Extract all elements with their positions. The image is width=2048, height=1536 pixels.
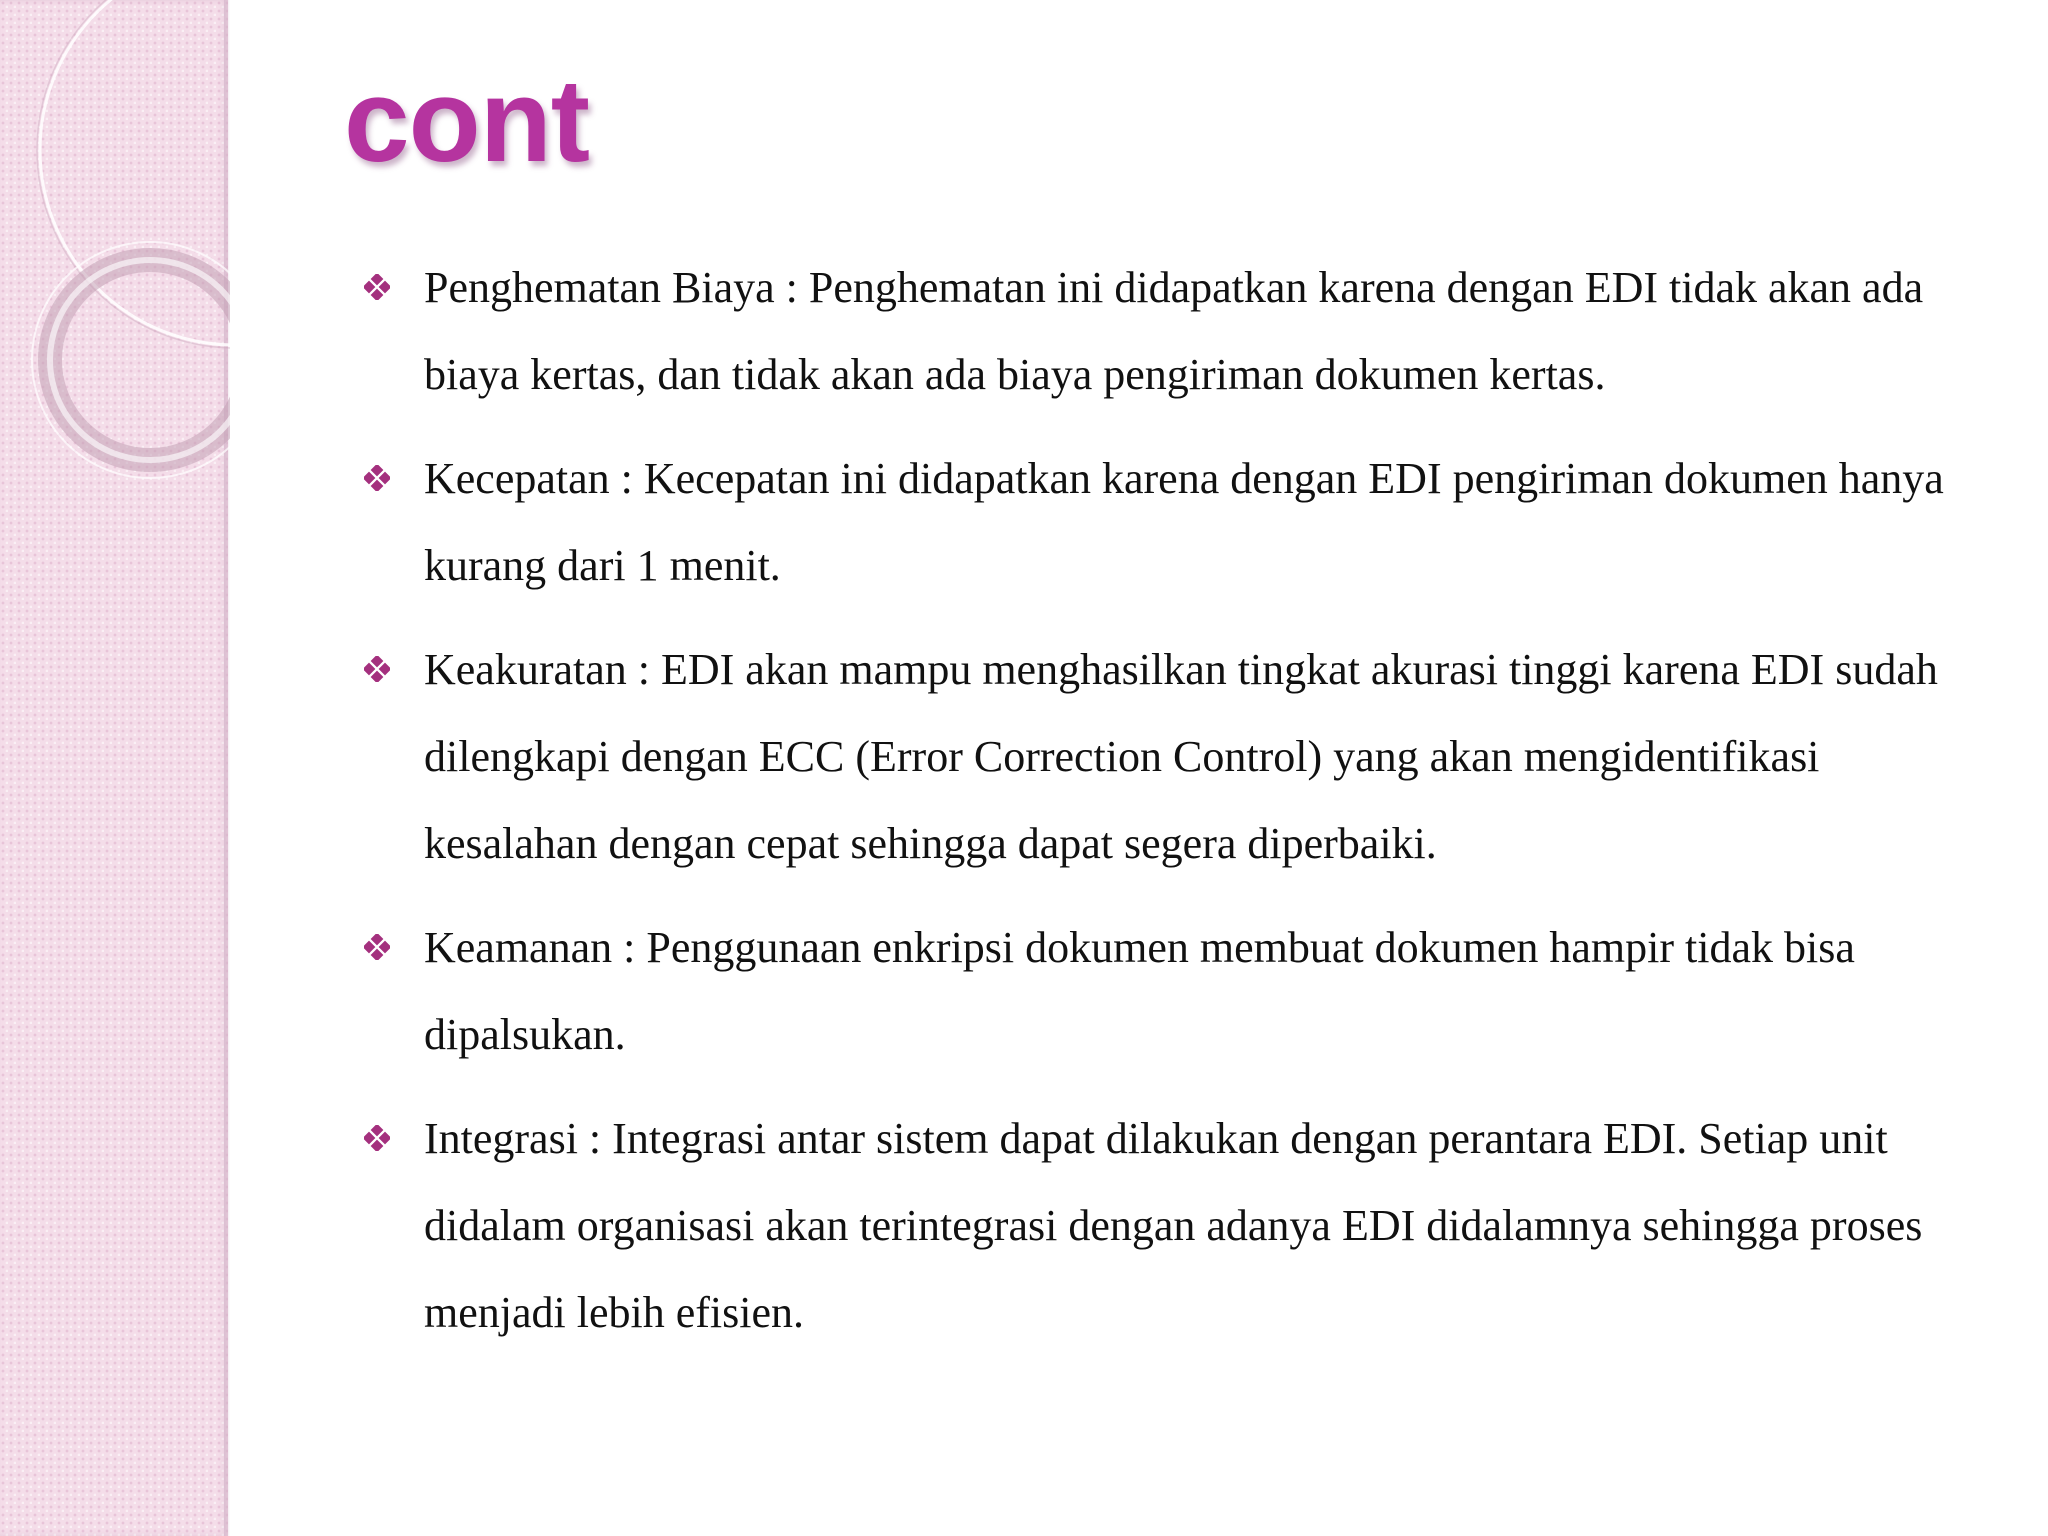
four-diamond-bullet-icon <box>360 435 396 522</box>
bullet-text: Keamanan : Penggunaan enkripsi dokumen membuat dokumen hampir tidak bisa dipalsukan. <box>424 923 1855 1059</box>
decorative-rings <box>0 0 230 520</box>
four-diamond-bullet-icon <box>360 626 396 713</box>
bullet-list <box>360 244 1980 1373</box>
bullet-item-penghematan-biaya <box>360 244 1980 418</box>
bullet-text: Kecepatan : Kecepatan ini didapatkan karena dengan EDI pengiriman dokumen hanya kurang dari 1 menit. <box>424 454 1944 590</box>
four-diamond-bullet-icon <box>360 244 396 331</box>
slide-title: cont <box>344 55 590 187</box>
bullet-item-keakuratan <box>360 626 1980 887</box>
bullet-item-integrasi <box>360 1095 1980 1356</box>
bullet-text: Keakuratan : EDI akan mampu menghasilkan tingkat akurasi tinggi karena EDI sudah dilengkapi dengan ECC (Error Correction Control) yang akan mengidentifikasi kesalahan dengan cepat sehingga dapat segera diperbaiki. <box>424 645 1938 868</box>
bullet-item-keamanan <box>360 904 1980 1078</box>
four-diamond-bullet-icon <box>360 1095 396 1182</box>
bullet-item-kecepatan <box>360 435 1980 609</box>
four-diamond-bullet-icon <box>360 904 396 991</box>
bullet-text: Penghematan Biaya : Penghematan ini didapatkan karena dengan EDI tidak akan ada biaya kertas, dan tidak akan ada biaya pengiriman dokumen kertas. <box>424 263 1924 399</box>
bullet-text: Integrasi : Integrasi antar sistem dapat dilakukan dengan perantara EDI. Setiap unit didalam organisasi akan terintegrasi dengan adanya EDI didalamnya sehingga proses menjadi lebih efisien. <box>424 1114 1923 1337</box>
